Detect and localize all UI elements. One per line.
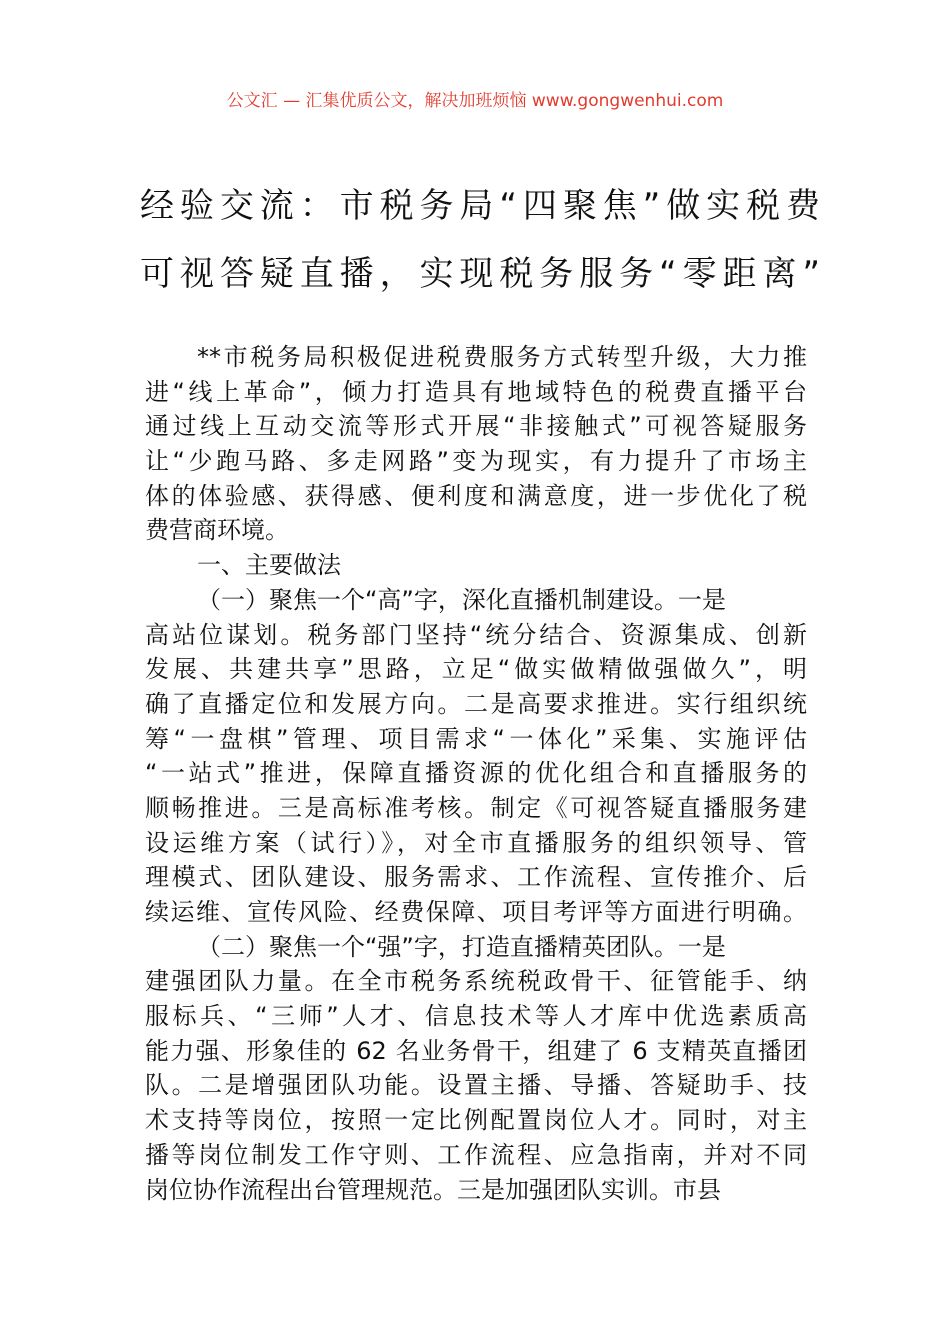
paragraph (145, 548, 807, 583)
text-line: 术支持等岗位，按照一定比例配置岗位人才。同时，对主 (145, 1106, 807, 1135)
text-line: 筹“一盘棋”管理、项目需求“一体化”采集、实施评估 (145, 724, 807, 753)
text-line: 播等岗位制发工作守则、工作流程、应急指南，并对不同 (145, 1140, 807, 1169)
text-line: 队。二是增强团队功能。设置主播、导播、答疑助手、技 (145, 1071, 807, 1100)
text-line: 确了直播定位和发展方向。二是高要求推进。实行组织统 (145, 689, 807, 718)
text-line: （一）聚焦一个“高”字，深化直播机制建设。一是 (197, 585, 726, 614)
title-line: 经验交流：市税务局“四聚焦”做实税费 (140, 186, 820, 226)
text-line: 岗位协作流程出台管理规范。三是加强团队实训。市县 (145, 1175, 721, 1204)
text-line: “一站式”推进，保障直播资源的优化组合和直播服务的 (145, 759, 807, 788)
text-line: 高站位谋划。税务部门坚持“统分结合、资源集成、创新 (145, 620, 807, 649)
paragraph (145, 340, 807, 548)
paragraph (145, 930, 807, 1208)
text-line: 费营商环境。 (145, 516, 289, 545)
document-body (145, 340, 807, 1207)
text-line: 设运维方案（试行）》，对全市直播服务的组织领导、管 (145, 828, 807, 857)
text-line: 顺畅推进。三是高标准考核。制定《可视答疑直播服务建 (145, 793, 807, 822)
title-line: 可视答疑直播，实现税务服务“零距离” (140, 254, 820, 294)
text-line: 进“线上革命”，倾力打造具有地域特色的税费直播平台 (145, 377, 807, 406)
document-title (140, 172, 820, 308)
watermark-header: 公文汇 — 汇集优质公文，解决加班烦恼 www.gongwenhui.com (226, 91, 724, 111)
paragraph (145, 583, 807, 930)
text-line: 服标兵、“三师”人才、信息技术等人才库中优选素质高 (145, 1002, 807, 1031)
text-line: 建强团队力量。在全市税务系统税政骨干、征管能手、纳 (145, 967, 807, 996)
text-line: 让“少跑马路、多走网路”变为现实，有力提升了市场主 (145, 447, 807, 476)
text-line: 理模式、团队建设、服务需求、工作流程、宣传推介、后 (145, 863, 807, 892)
text-line: 体的体验感、获得感、便利度和满意度，进一步优化了税 (145, 481, 807, 510)
text-line: 通过线上互动交流等形式开展“非接触式”可视答疑服务 (145, 412, 807, 441)
text-line: 续运维、宣传风险、经费保障、项目考评等方面进行明确。 (145, 898, 807, 926)
text-line: （二）聚焦一个“强”字，打造直播精英团队。一是 (197, 932, 726, 961)
text-line: 能力强、形象佳的 62 名业务骨干，组建了 6 支精英直播团 (145, 1036, 807, 1065)
text-line: **市税务局积极促进税费服务方式转型升级，大力推 (197, 343, 807, 371)
text-line: 一、主要做法 (197, 551, 341, 580)
text-line: 发展、共建共享”思路，立足“做实做精做强做久”，明 (145, 655, 807, 684)
